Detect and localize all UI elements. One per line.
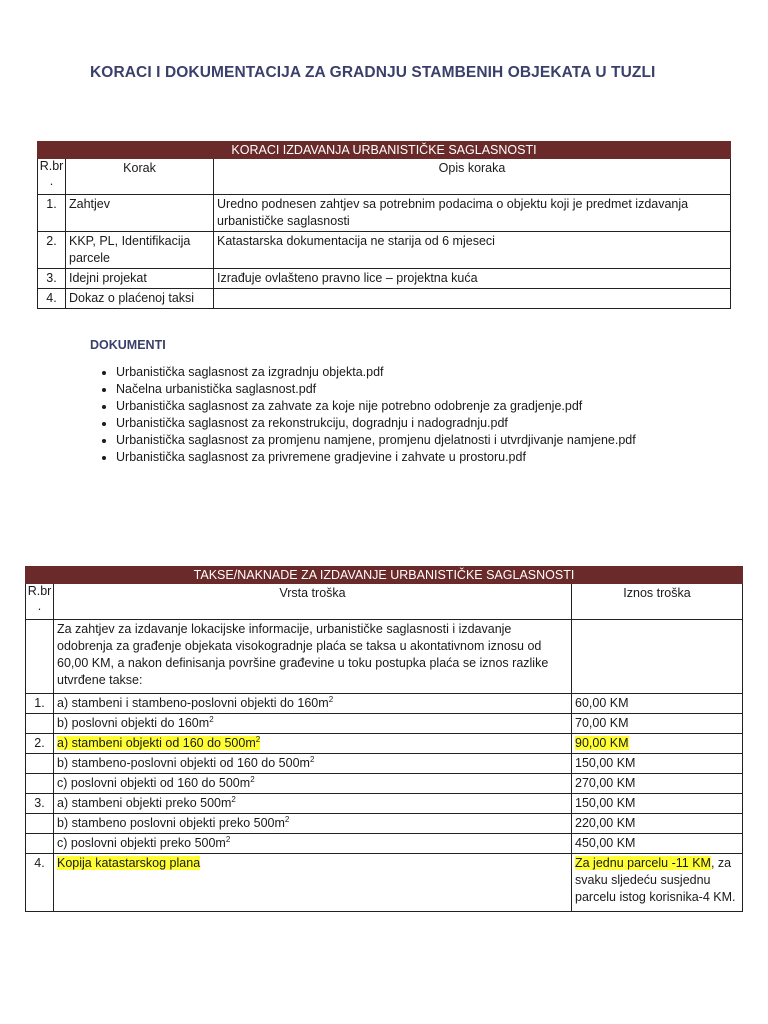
cost-value xyxy=(572,734,743,754)
table-row xyxy=(26,854,743,912)
header-korak: Korak xyxy=(66,159,214,195)
fee-type-text: a) stambeni i stambeno-poslovni objekti do 160m xyxy=(57,696,329,710)
document-link[interactable]: • Urbanistička saglasnost za privremene gradjevine i zahvate u prostoru.pdf xyxy=(116,449,756,466)
table-row xyxy=(38,232,731,269)
row-number: 4. xyxy=(38,289,66,309)
step-name: Zahtjev xyxy=(66,195,214,232)
cost-value: 60,00 KM xyxy=(572,694,743,714)
fee-type xyxy=(54,774,572,794)
superscript: 2 xyxy=(328,694,334,704)
fee-type xyxy=(54,754,572,774)
documents-list xyxy=(92,364,756,466)
table-row xyxy=(26,620,743,694)
table-row xyxy=(26,814,743,834)
row-number xyxy=(26,754,54,774)
table-row xyxy=(26,694,743,714)
fees-intro-text: Za zahtjev za izdavanje lokacijske informacije, urbanističke saglasnosti i izdavanje odobrenja za građenje objekata visokogradnje plaća se taksa u akontativnom iznosu od 60,00 KM, a nakon definisanja površine građevine u toku postupka plaća se iznos razlike utvrđene takse: xyxy=(54,620,572,694)
fee-type xyxy=(54,714,572,734)
step-name: Dokaz o plaćenoj taksi xyxy=(66,289,214,309)
cost-value-highlighted: Za jednu parcelu -11 KM xyxy=(575,856,711,870)
step-name: Idejni projekat xyxy=(66,269,214,289)
superscript: 2 xyxy=(209,714,214,724)
document-link[interactable]: • Urbanistička saglasnost za izgradnju objekta.pdf xyxy=(116,364,756,381)
row-number: 2. xyxy=(38,232,66,269)
row-number: 1. xyxy=(26,694,54,714)
cost-value-rest: , za svaku sljedeću susjednu parcelu istog korisnika-4 KM. xyxy=(575,856,736,904)
document-link[interactable]: • Načelna urbanistička saglasnost.pdf xyxy=(116,381,756,398)
table-row xyxy=(38,195,731,232)
step-name: KKP, PL, Identifikacija parcele xyxy=(66,232,214,269)
fee-type xyxy=(54,794,572,814)
fees-table xyxy=(25,566,743,912)
table-row xyxy=(26,734,743,754)
table-row xyxy=(26,774,743,794)
fee-type xyxy=(54,834,572,854)
table-row xyxy=(26,714,743,734)
documents-heading: DOKUMENTI xyxy=(90,338,166,352)
fee-type-text: b) stambeno poslovni objekti preko 500m xyxy=(57,816,285,830)
row-number: 3. xyxy=(26,794,54,814)
fee-type xyxy=(54,814,572,834)
cost-value: 150,00 KM xyxy=(572,754,743,774)
fee-type-text: b) poslovni objekti do 160m xyxy=(57,716,210,730)
fee-type-text: a) stambeni objekti od 160 do 500m xyxy=(57,736,256,750)
row-number xyxy=(26,620,54,694)
cost-value: 450,00 KM xyxy=(572,834,743,854)
step-description: Uredno podnesen zahtjev sa potrebnim podacima o objektu koji je predmet izdavanja urbanističke saglasnosti xyxy=(214,195,731,232)
row-number xyxy=(26,714,54,734)
cost-value xyxy=(572,854,743,912)
superscript: 2 xyxy=(250,774,255,784)
header-rbr: R.br . xyxy=(26,584,54,620)
header-iznos-troska: Iznos troška xyxy=(572,584,743,620)
row-number: 2. xyxy=(26,734,54,754)
cost-value: 270,00 KM xyxy=(572,774,743,794)
document-link[interactable]: • Urbanistička saglasnost za rekonstrukciju, dogradnju i nadogradnju.pdf xyxy=(116,415,756,432)
fee-type-text: c) poslovni objekti preko 500m xyxy=(57,836,226,850)
fee-type-text-highlighted xyxy=(57,736,260,750)
row-number: 4. xyxy=(26,854,54,912)
row-number xyxy=(26,774,54,794)
row-number xyxy=(26,814,54,834)
step-description xyxy=(214,289,731,309)
document-link[interactable]: • Urbanistička saglasnost za zahvate za koje nije potrebno odobrenje za gradjenje.pdf xyxy=(116,398,756,415)
steps-table-banner: KORACI IZDAVANJA URBANISTIČKE SAGLASNOSTI xyxy=(38,142,731,159)
superscript: 2 xyxy=(225,834,231,844)
table-row xyxy=(26,834,743,854)
page-title: KORACI I DOKUMENTACIJA ZA GRADNJU STAMBENIH OBJEKATA U TUZLI xyxy=(90,64,656,81)
fee-type-text: a) stambeni objekti preko 500m xyxy=(57,796,232,810)
table-row xyxy=(26,794,743,814)
steps-table xyxy=(37,141,731,309)
cost-value: 150,00 KM xyxy=(572,794,743,814)
fee-type xyxy=(54,694,572,714)
table-row xyxy=(26,754,743,774)
superscript: 2 xyxy=(284,814,290,824)
step-description: Katastarska dokumentacija ne starija od 6 mjeseci xyxy=(214,232,731,269)
row-number: 3. xyxy=(38,269,66,289)
cost-value xyxy=(572,620,743,694)
header-opis-koraka: Opis koraka xyxy=(214,159,731,195)
cost-value-highlighted: 90,00 KM xyxy=(575,736,629,750)
header-vrsta-troska: Vrsta troška xyxy=(54,584,572,620)
table-row xyxy=(38,289,731,309)
superscript: 2 xyxy=(231,794,236,804)
step-description: Izrađuje ovlašteno pravno lice – projektna kuća xyxy=(214,269,731,289)
cost-value: 220,00 KM xyxy=(572,814,743,834)
cost-value: 70,00 KM xyxy=(572,714,743,734)
fee-type-text: c) poslovni objekti od 160 do 500m xyxy=(57,776,251,790)
header-rbr: R.br . xyxy=(38,159,66,195)
superscript: 2 xyxy=(309,754,315,764)
row-number xyxy=(26,834,54,854)
document-link[interactable]: • Urbanistička saglasnost za promjenu namjene, promjenu djelatnosti i utvrdjivanje namjene.pdf xyxy=(116,432,756,449)
row-number: 1. xyxy=(38,195,66,232)
superscript: 2 xyxy=(255,734,261,744)
fees-table-banner: TAKSE/NAKNADE ZA IZDAVANJE URBANISTIČKE SAGLASNOSTI xyxy=(26,567,743,584)
fee-type xyxy=(54,734,572,754)
fee-type-text: b) stambeno-poslovni objekti od 160 do 500m xyxy=(57,756,310,770)
fee-type xyxy=(54,854,572,912)
fee-type-text-highlighted: Kopija katastarskog plana xyxy=(57,856,201,870)
table-row xyxy=(38,269,731,289)
